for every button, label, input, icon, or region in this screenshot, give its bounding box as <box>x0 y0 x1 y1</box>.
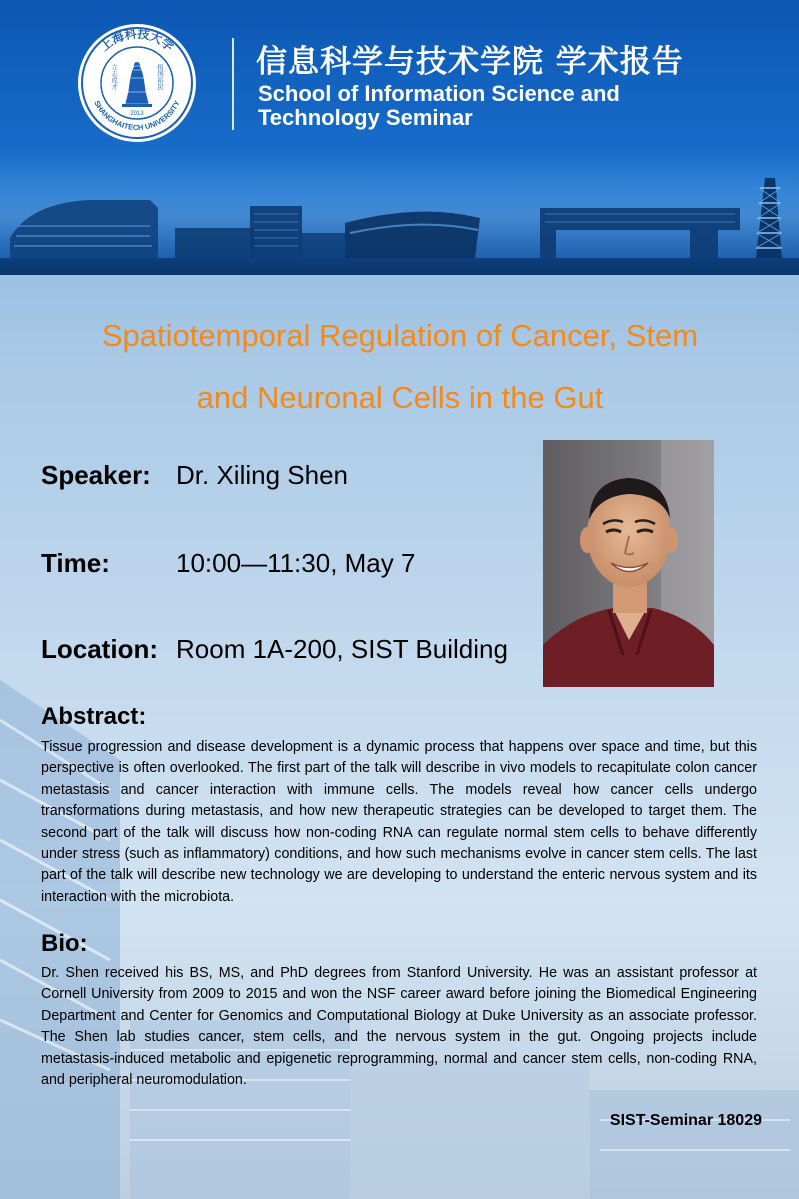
header-title-en-line2: Technology Seminar <box>258 105 473 130</box>
seal-text-en: SHANGHAITECH UNIVERSITY <box>92 99 182 133</box>
bio-text: Dr. Shen received his BS, MS, and PhD degrees from Stanford University. He was an assistant professor at Cornell University from 2009 to 2015 and won the NSF career award before joining the Biomedical Engineering Department and Center for Genomics and Computational Biology at Duke University as an associate professor. The Shen lab studies cancer, stem cells, and the nervous system in the gut. Ongoing projects include metastasis-induced metabolic and epigenetic reprogramming, normal and cancer stem cells, non-coding RNA, and peripheral neuromodulation. <box>41 965 757 1089</box>
seminar-header-banner <box>0 0 799 275</box>
speaker-value: Dr. Xiling Shen <box>176 460 348 490</box>
time-row <box>41 548 415 579</box>
seminar-id: SIST-Seminar 18029 <box>609 1112 762 1129</box>
seal-motto-right: 报国裕民 <box>156 64 164 90</box>
talk-title-line2: and Neuronal Cells in the Gut <box>196 380 604 415</box>
talk-title <box>20 305 780 429</box>
header-title-en-line1: School of Information Science and <box>258 81 620 106</box>
location-row <box>41 634 508 665</box>
shanghaitech-university-seal-icon <box>76 22 198 144</box>
speaker-label: Speaker: <box>41 460 151 490</box>
abstract-text: Tissue progression and disease development is a dynamic process that happens over space and time, but this perspective is often overlooked. The first part of the talk will describe in vivo models to recapitulate colon cancer metastasis and cancer interaction with immune cells. The models reveal how cancer cells undergo transformations during metastasis, and how new therapeutic strategies can be developed to target them. The second part of the talk will discuss how non-coding RNA can regulate normal stem cells to behave differently under stress (such as inflammatory) conditions, and how such mechanisms evolve in cancer stem cells. The last part of the talk will describe new technology we are developing to understand the enteric nervous system and its interaction with the microbiota. <box>41 739 757 905</box>
header-title-en <box>258 82 620 130</box>
seal-text-cn: 上海科技大学 <box>97 26 177 54</box>
header-title-cn: 信息科学与技术学院 学术报告 <box>256 44 684 80</box>
time-value: 10:00—11:30, May 7 <box>176 548 416 578</box>
talk-title-line1: Spatiotemporal Regulation of Cancer, Stem <box>101 318 699 353</box>
seal-motto-left: 立志成才 <box>110 64 118 90</box>
location-label: Location: <box>41 634 158 664</box>
bio-heading: Bio: <box>41 930 88 957</box>
speaker-portrait-photo <box>543 440 714 687</box>
location-value: Room 1A-200, SIST Building <box>176 634 508 664</box>
abstract-heading: Abstract: <box>41 703 147 730</box>
speaker-row <box>41 460 348 491</box>
header-divider <box>232 38 234 130</box>
header-bottom-band <box>0 258 799 275</box>
seal-year: 2013 <box>130 111 144 117</box>
time-label: Time: <box>41 548 110 578</box>
